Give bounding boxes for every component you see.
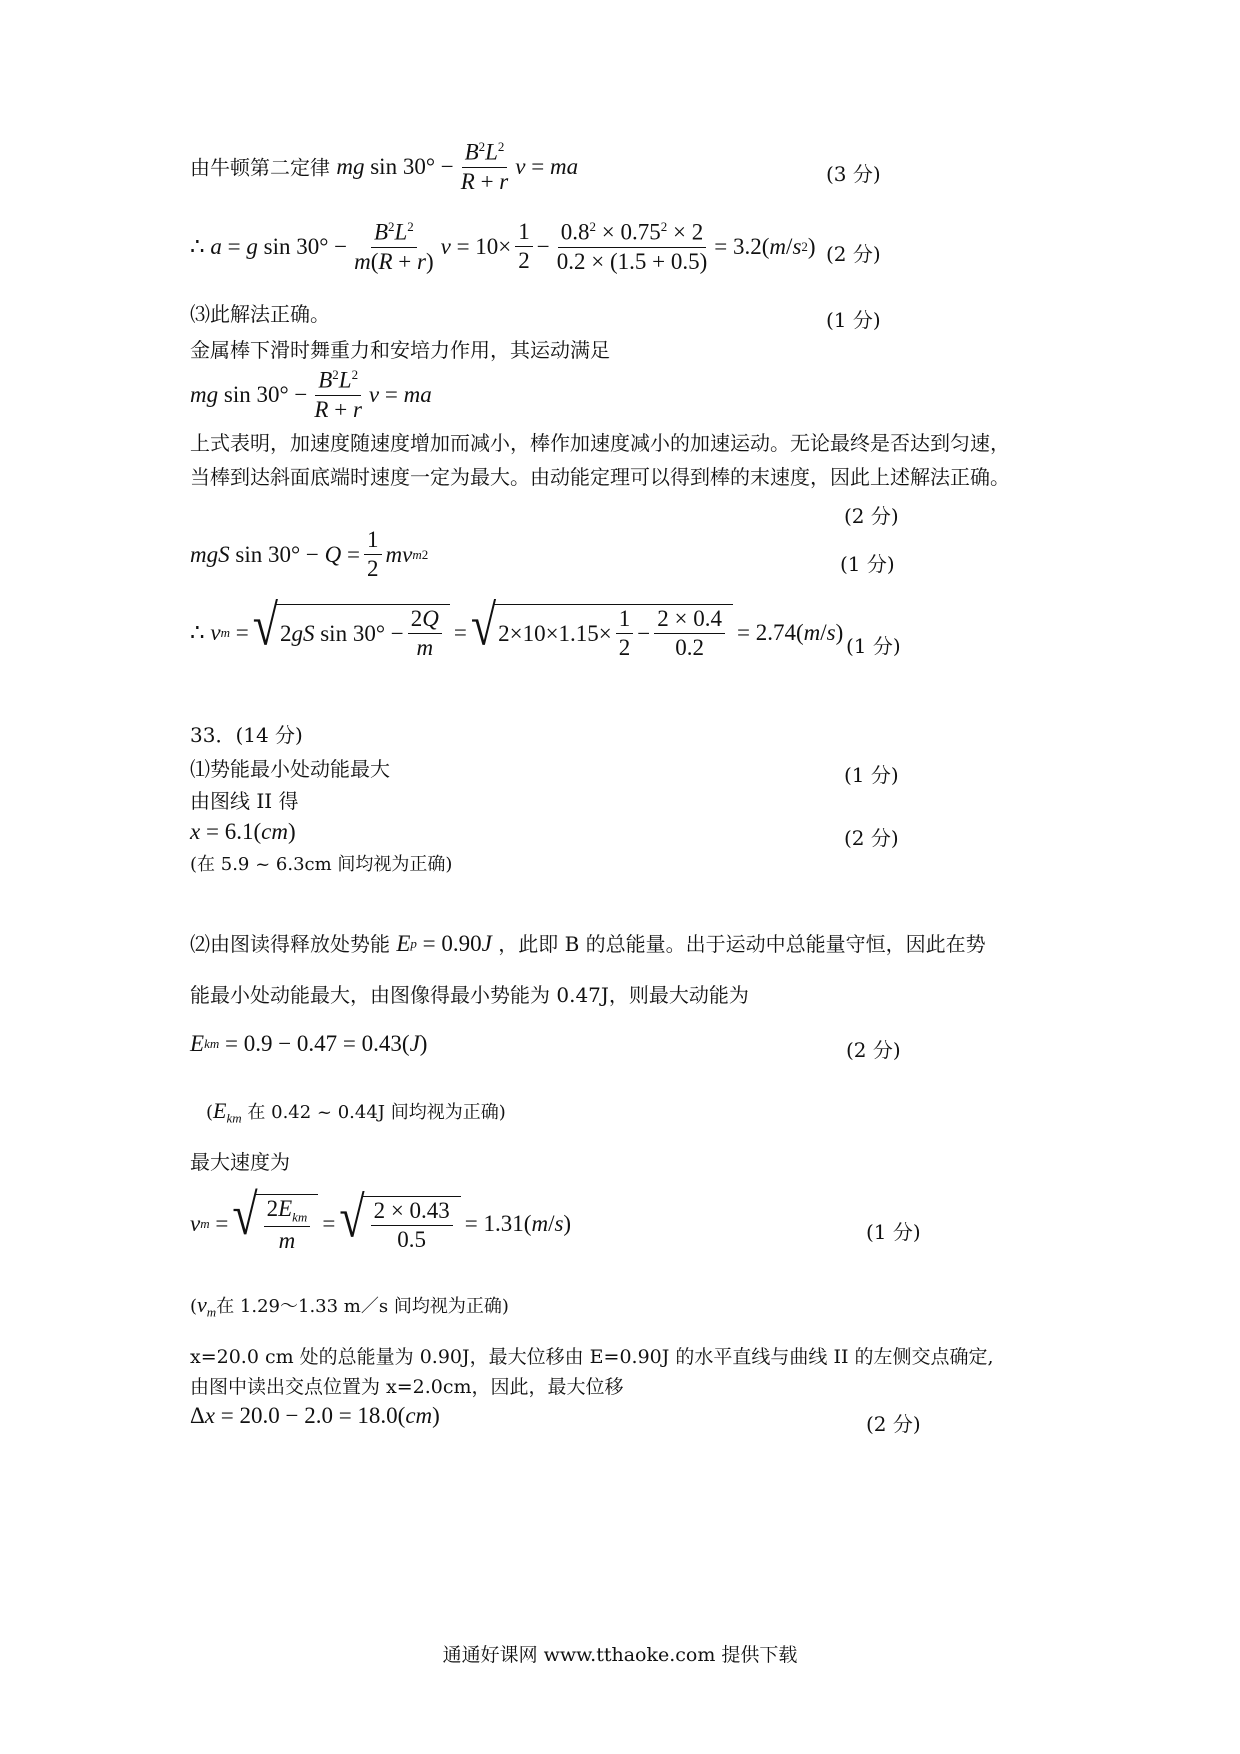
score-1e: (1 分) bbox=[866, 1220, 921, 1244]
score-2e: (2 分) bbox=[866, 1412, 921, 1436]
ep-equation: E p = 0.90 J bbox=[396, 931, 492, 956]
vm-equation: ∴ v m = √ 2 gS sin 30° − $\frac{2Q}{m}$ = √ 2×10×1.15× $\frac{1}{2}$ − $\frac{2 \times 0.4}{0.2}$ = 2.74( m / s ) bbox=[190, 593, 844, 661]
score-1c: (1 分) bbox=[846, 634, 901, 658]
part3-line-1: x=20.0 cm 处的总能量为 0.90J，最大位移由 E=0.90J 的水平直线与曲线 II 的左侧交点确定, bbox=[190, 1346, 994, 1368]
vm-result-equation: v m = √ $\frac{2E_{km}}{m}$ = √ $\frac{2 \times 0.43}{0.5}$ = 1.31( m / s ) bbox=[190, 1182, 572, 1254]
part2-text-a: ⑵由图读得释放处势能 bbox=[190, 932, 390, 956]
newton-law-line bbox=[190, 140, 1060, 194]
acceleration-equation: ∴ a = g sin 30° − $\frac{B^2L^2}{m(R + r)}$ v = 10× $\frac{1}{2}$ − $\frac{0.8^2 \times 0.75^2 \times 2}{0.2 \times (1.5 + 0.5)}$ = 3.2( m / s 2 ) bbox=[190, 219, 816, 274]
score-2b: (2 分) bbox=[844, 504, 899, 528]
force-description: 金属棒下滑时舞重力和安培力作用，其运动满足 bbox=[190, 338, 610, 362]
x-range-note: (在 5.9 ~ 6.3cm 间均视为正确) bbox=[190, 854, 453, 875]
solution-correct-line: ⑶此解法正确。 bbox=[190, 302, 330, 326]
q33-part1: ⑴势能最小处动能最大 bbox=[190, 757, 390, 781]
score-1: (1 分) bbox=[826, 308, 881, 332]
score-2: (2 分) bbox=[826, 242, 881, 266]
ekm-range-note: ($E_{km}$ 在 0.42 ~ 0.44J 间均视为正确) bbox=[206, 1098, 506, 1126]
ekm-range-text: 在 0.42 ~ 0.44J 间均视为正确) bbox=[247, 1102, 506, 1123]
ekm-line bbox=[190, 1032, 1060, 1055]
part3-line-2: 由图中读出交点位置为 x=2.0cm，因此，最大位移 bbox=[190, 1376, 624, 1398]
question-33-header: 33．(14 分) bbox=[190, 723, 303, 747]
vm-range-note: ($v_m$在 1.29～1.33 m／s 间均视为正确) bbox=[190, 1292, 509, 1320]
explanation-line-1: 上式表明，加速度随速度增加而减小，棒作加速度减小的加速运动。无论最终是否达到匀速， bbox=[190, 431, 1010, 455]
vm-line bbox=[190, 593, 1060, 661]
newton-equation: mg sin 30° − $\frac{B^2L^2}{R + r}$ v = ma bbox=[336, 139, 579, 194]
score-1b: (1 分) bbox=[840, 552, 895, 576]
part2-text-b: ，此即 B 的总能量。出于运动中总能量守恒，因此在势 bbox=[498, 932, 986, 956]
ekm-equation: E km = 0.9 − 0.47 = 0.43( J ) bbox=[190, 1031, 428, 1056]
acceleration-line bbox=[190, 220, 1060, 274]
score-3: (3 分) bbox=[826, 162, 881, 186]
score-2d: (2 分) bbox=[846, 1038, 901, 1062]
score-1d: (1 分) bbox=[844, 763, 899, 787]
q33-graph-line: 由图线 II 得 bbox=[190, 789, 299, 813]
dx-equation: Δ x = 20.0 − 2.0 = 18.0( cm ) bbox=[190, 1403, 440, 1428]
motion-equation: mg sin 30° − $\frac{B^2L^2}{R + r}$ v = ma bbox=[190, 367, 432, 422]
motion-equation-line bbox=[190, 368, 1060, 422]
explanation-line-2: 当棒到达斜面底端时速度一定为最大。由动能定理可以得到棒的末速度，因此上述解法正确。 bbox=[190, 465, 1010, 489]
x-value-line bbox=[190, 820, 1060, 843]
vm-result-line bbox=[190, 1182, 1060, 1254]
score-2c: (2 分) bbox=[844, 826, 899, 850]
newton-law-label: 由牛顿第二定律 bbox=[190, 155, 330, 180]
vm-range-text: 在 1.29～1.33 m／s 间均视为正确) bbox=[216, 1296, 509, 1317]
footer-credit: 通通好课网 www.tthaoke.com 提供下载 bbox=[442, 1644, 798, 1666]
part2-line-2: 能最小处动能最大，由图像得最小势能为 0.47J，则最大动能为 bbox=[190, 983, 749, 1007]
dx-line bbox=[190, 1404, 1060, 1427]
max-speed-label: 最大速度为 bbox=[190, 1150, 290, 1174]
energy-equation: mgS sin 30° − Q = $\frac{1}{2}$ mv m 2 bbox=[190, 527, 429, 582]
part2-line-1 bbox=[190, 932, 1060, 955]
x-equation: x = 6.1( cm ) bbox=[190, 819, 296, 844]
energy-line bbox=[190, 528, 1060, 581]
